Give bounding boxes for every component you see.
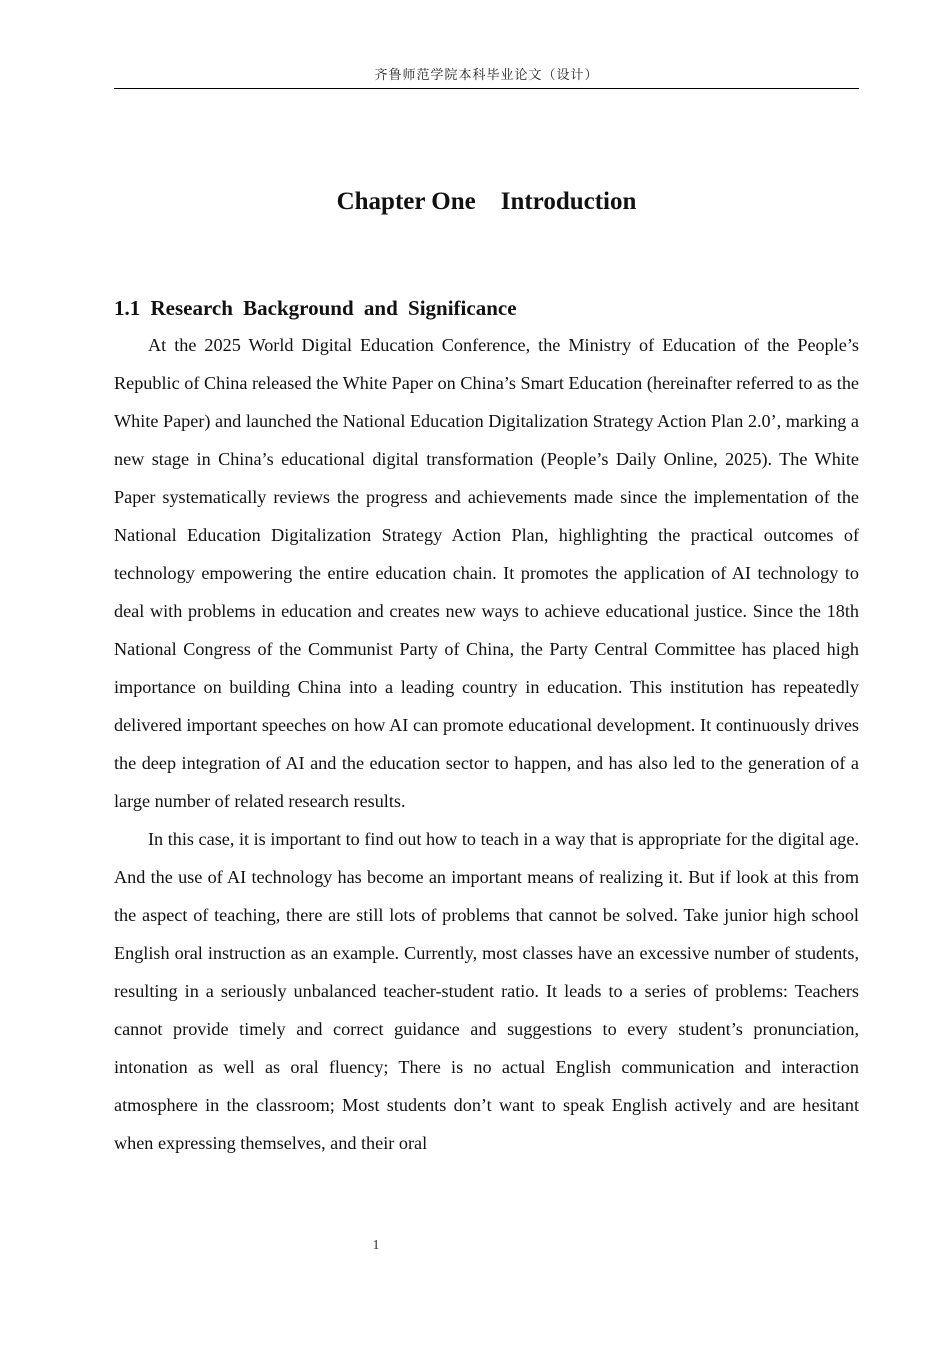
header-rule — [114, 88, 859, 89]
chapter-title: Chapter One Introduction — [336, 188, 637, 215]
paragraph: In this case, it is important to find out how to teach in a way that is appropriate for the digital age. And the use of AI technology has become an important means of realizing it. But if look at this from the aspect of teaching, there are still lots of problems that cannot be solved. Take junior high school English oral instruction as an example. Currently, most classes have an excessive number of students, resulting in a seriously unbalanced teacher-student ratio. It leads to a series of problems: Teachers cannot provide timely and correct guidance and suggestions to every student’s pronunciation, intonation as well as oral fluency; There is no actual English communication and interaction atmosphere in the classroom; Most students don’t want to speak English actively and are hesitant when expressing themselves, and their oral — [114, 829, 859, 1153]
running-header: 齐鲁师范学院本科毕业论文（设计） — [374, 68, 599, 83]
paragraph: At the 2025 World Digital Education Conference, the Ministry of Education of the People’s Republic of China released the White Paper on China’s Smart Education (hereinafter referred to as the White Paper) and launched the National Education Digitalization Strategy Action Plan 2.0’, marking a new stage in China’s educational digital transformation (People’s Daily Online, 2025). The White Paper systematically reviews the progress and achievements made since the implementation of the National Education Digitalization Strategy Action Plan, highlighting the practical outcomes of technology empowering the entire education chain. It promotes the application of AI technology to deal with problems in education and creates new ways to achieve educational justice. Since the 18th National Congress of the Communist Party of China, the Party Central Committee has placed high importance on building China into a leading country in education. This institution has repeatedly delivered important speeches on how AI can promote educational development. It continuously drives the deep integration of AI and the education sector to happen, and has also led to the generation of a large number of related research results. — [114, 335, 859, 811]
body-text — [114, 326, 859, 1162]
page-number: 1 — [372, 1238, 380, 1253]
section-heading: 1.1 Research Background and Significance — [114, 296, 517, 320]
